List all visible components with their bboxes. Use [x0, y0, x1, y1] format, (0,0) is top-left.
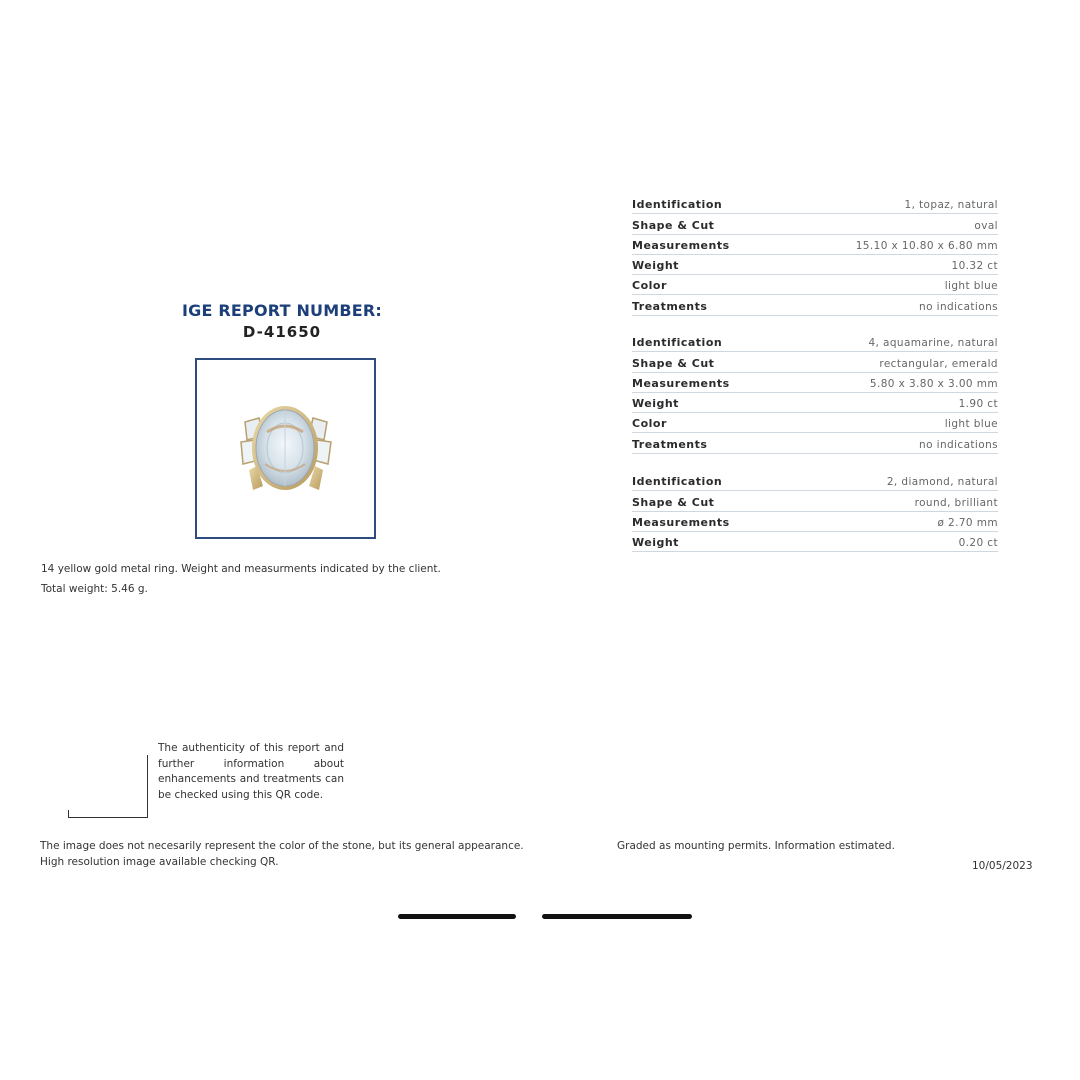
row-value: 10.32 ct: [951, 260, 998, 273]
total-weight: Total weight: 5.46 g.: [41, 583, 148, 595]
table-row: [632, 471, 998, 491]
row-value: 4, aquamarine, natural: [868, 337, 998, 350]
row-label: Measurements: [632, 376, 730, 390]
row-label: Shape & Cut: [632, 218, 715, 232]
footer-divider-left: [398, 914, 516, 919]
row-label: Color: [632, 417, 667, 431]
row-value: 15.10 x 10.80 x 6.80 mm: [855, 239, 998, 252]
row-value: oval: [974, 219, 998, 232]
table-row: [632, 295, 998, 315]
row-value: 1.90 ct: [958, 398, 998, 411]
report-date: 10/05/2023: [972, 860, 1033, 872]
row-value: ø 2.70 mm: [937, 516, 998, 529]
table-row: [632, 512, 998, 532]
table-row: [632, 214, 998, 234]
qr-code-placeholder[interactable]: [69, 755, 148, 818]
ring-photo: [197, 360, 374, 537]
image-disclaimer: The image does not necesarily represent the color of the stone, but its general appearance.: [40, 840, 524, 852]
row-label: Treatments: [632, 299, 708, 313]
row-label: Treatments: [632, 437, 708, 451]
row-label: Color: [632, 279, 667, 293]
row-label: Weight: [632, 536, 679, 550]
table-row: [632, 491, 998, 511]
footer-divider-right: [542, 914, 692, 919]
report-number: D-41650: [242, 323, 322, 341]
stone-table-topaz: [632, 194, 998, 316]
row-value: no indications: [919, 438, 998, 451]
row-label: Weight: [632, 397, 679, 411]
row-value: light blue: [944, 280, 998, 293]
table-row: [632, 352, 998, 372]
row-value: 2, diamond, natural: [886, 476, 998, 489]
table-row: [632, 275, 998, 295]
row-value: round, brilliant: [914, 496, 998, 509]
row-label: Shape & Cut: [632, 495, 715, 509]
row-value: rectangular, emerald: [879, 357, 998, 370]
high-resolution-note: High resolution image available checking QR.: [40, 856, 279, 868]
table-row: [632, 235, 998, 255]
authenticity-text: The authenticity of this report and further information about enhancements and treatments can be checked using this QR code.: [158, 742, 344, 801]
table-row: [632, 433, 998, 453]
table-row: [632, 332, 998, 352]
table-row: [632, 373, 998, 393]
table-row: [632, 532, 998, 552]
stone-table-diamond: [632, 471, 998, 552]
row-value: no indications: [919, 300, 998, 313]
row-value: 1, topaz, natural: [904, 199, 998, 212]
row-value: light blue: [944, 418, 998, 431]
table-row: [632, 413, 998, 433]
ring-description: 14 yellow gold metal ring. Weight and measurments indicated by the client.: [41, 563, 441, 575]
row-label: Identification: [632, 336, 723, 350]
row-label: Measurements: [632, 238, 730, 252]
ring-photo-frame: [195, 358, 376, 539]
table-row: [632, 194, 998, 214]
table-row: [632, 255, 998, 275]
report-number-heading: IGE REPORT NUMBER:: [182, 301, 382, 320]
row-label: Measurements: [632, 515, 730, 529]
row-label: Shape & Cut: [632, 356, 715, 370]
row-label: Identification: [632, 198, 723, 212]
row-label: Weight: [632, 259, 679, 273]
row-value: 5.80 x 3.80 x 3.00 mm: [869, 377, 998, 390]
table-row: [632, 393, 998, 413]
stone-table-aquamarine: [632, 332, 998, 454]
row-label: Identification: [632, 475, 723, 489]
row-value: 0.20 ct: [958, 537, 998, 550]
grading-note: Graded as mounting permits. Information estimated.: [617, 840, 895, 852]
